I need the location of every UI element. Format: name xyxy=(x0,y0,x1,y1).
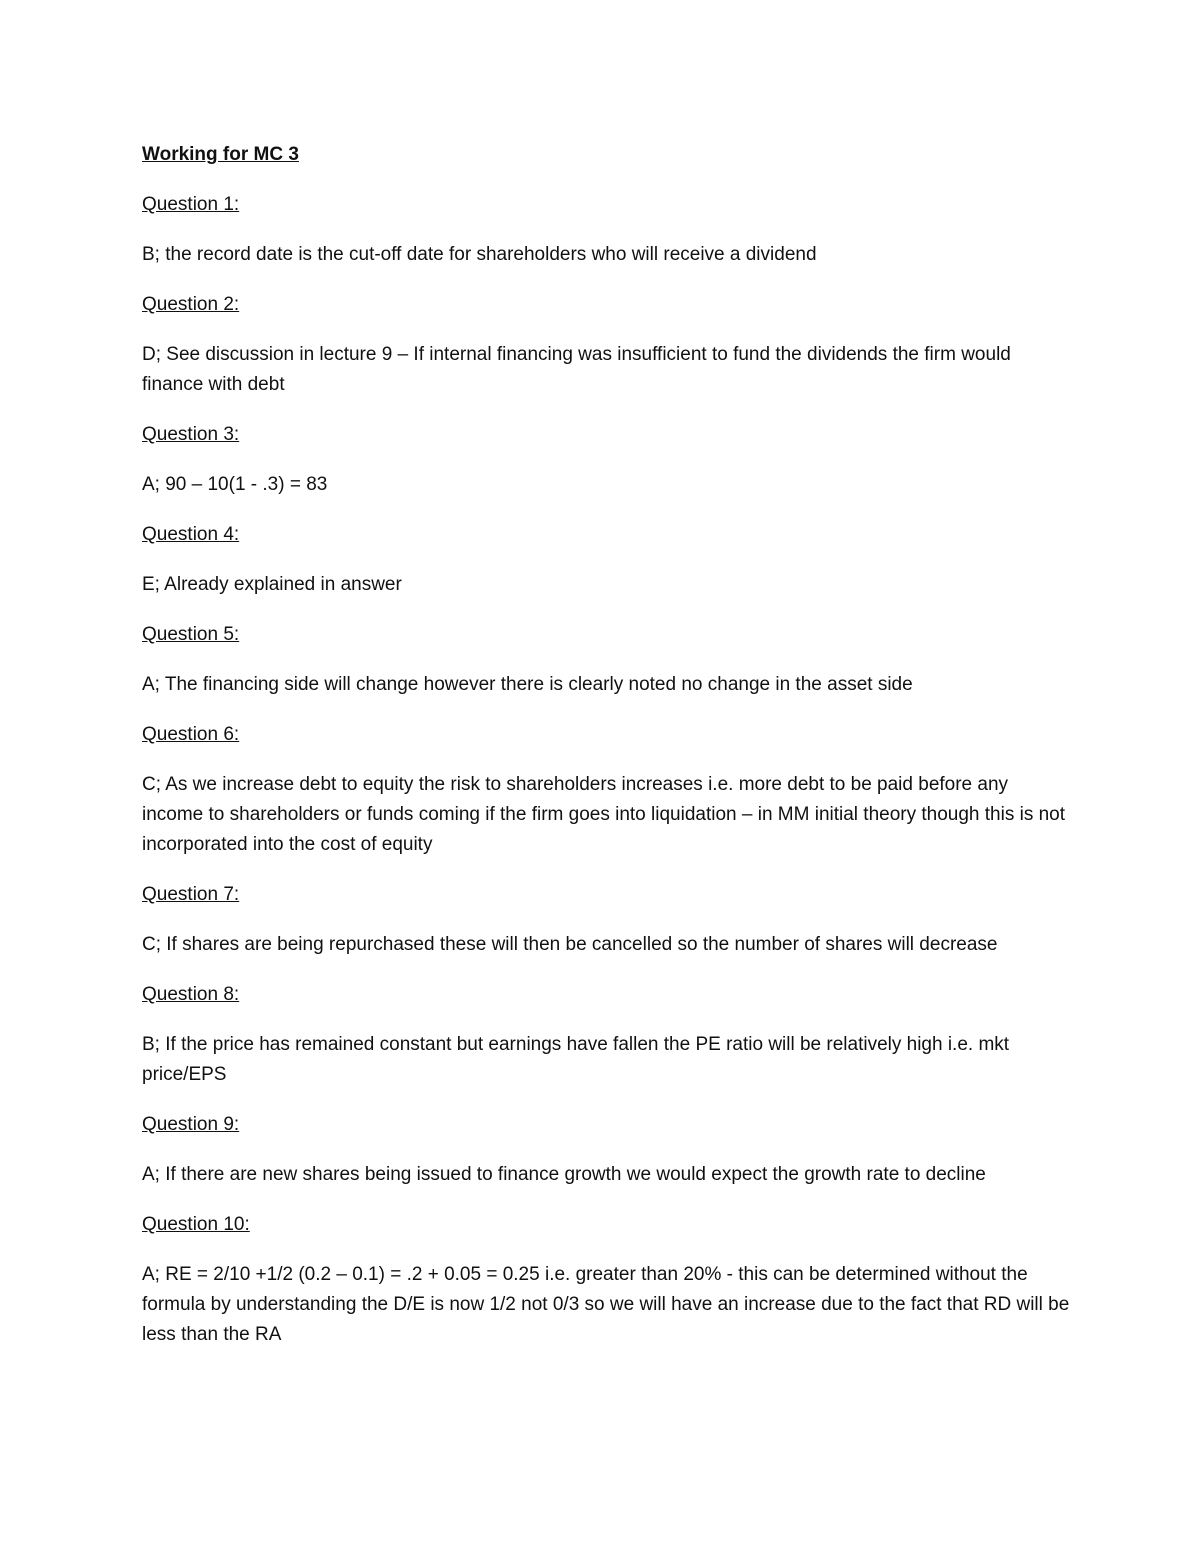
question-4-heading: Question 4: xyxy=(142,524,240,545)
question-7-answer: C; If shares are being repurchased these will then be cancelled so the number of shares will decrease xyxy=(142,934,998,955)
document-title: Working for MC 3 xyxy=(142,144,299,165)
question-8-answer: B; If the price has remained constant but earnings have fallen the PE ratio will be relatively high i.e. mkt price/EPS xyxy=(142,1034,1010,1085)
question-5-answer: A; The financing side will change however there is clearly noted no change in the asset side xyxy=(142,674,913,695)
question-9-answer: A; If there are new shares being issued to finance growth we would expect the growth rate to decline xyxy=(142,1164,986,1185)
question-8-heading: Question 8: xyxy=(142,984,240,1005)
question-9-heading: Question 9: xyxy=(142,1114,240,1135)
question-3-answer: A; 90 – 10(1 - .3) = 83 xyxy=(142,474,328,495)
question-10-answer: A; RE = 2/10 +1/2 (0.2 – 0.1) = .2 + 0.05 = 0.25 i.e. greater than 20% - this can be determined without the formula by understanding the D/E is now 1/2 not 0/3 so we will have an increase due to the fact that RD will be less than the RA xyxy=(142,1264,1070,1345)
document-page xyxy=(142,140,1072,1370)
question-1-answer: B; the record date is the cut-off date for shareholders who will receive a dividend xyxy=(142,244,817,265)
question-1-heading: Question 1: xyxy=(142,194,240,215)
question-2-heading: Question 2: xyxy=(142,294,240,315)
question-7-heading: Question 7: xyxy=(142,884,240,905)
question-3-heading: Question 3: xyxy=(142,424,240,445)
question-6-answer: C; As we increase debt to equity the risk to shareholders increases i.e. more debt to be paid before any income to shareholders or funds coming if the firm goes into liquidation – in MM initial theory though this is not incorporated into the cost of equity xyxy=(142,774,1066,855)
question-6-heading: Question 6: xyxy=(142,724,240,745)
question-5-heading: Question 5: xyxy=(142,624,240,645)
question-2-answer: D; See discussion in lecture 9 – If internal financing was insufficient to fund the dividends the firm would finance with debt xyxy=(142,344,1011,395)
question-10-heading: Question 10: xyxy=(142,1214,250,1235)
question-4-answer: E; Already explained in answer xyxy=(142,574,402,595)
